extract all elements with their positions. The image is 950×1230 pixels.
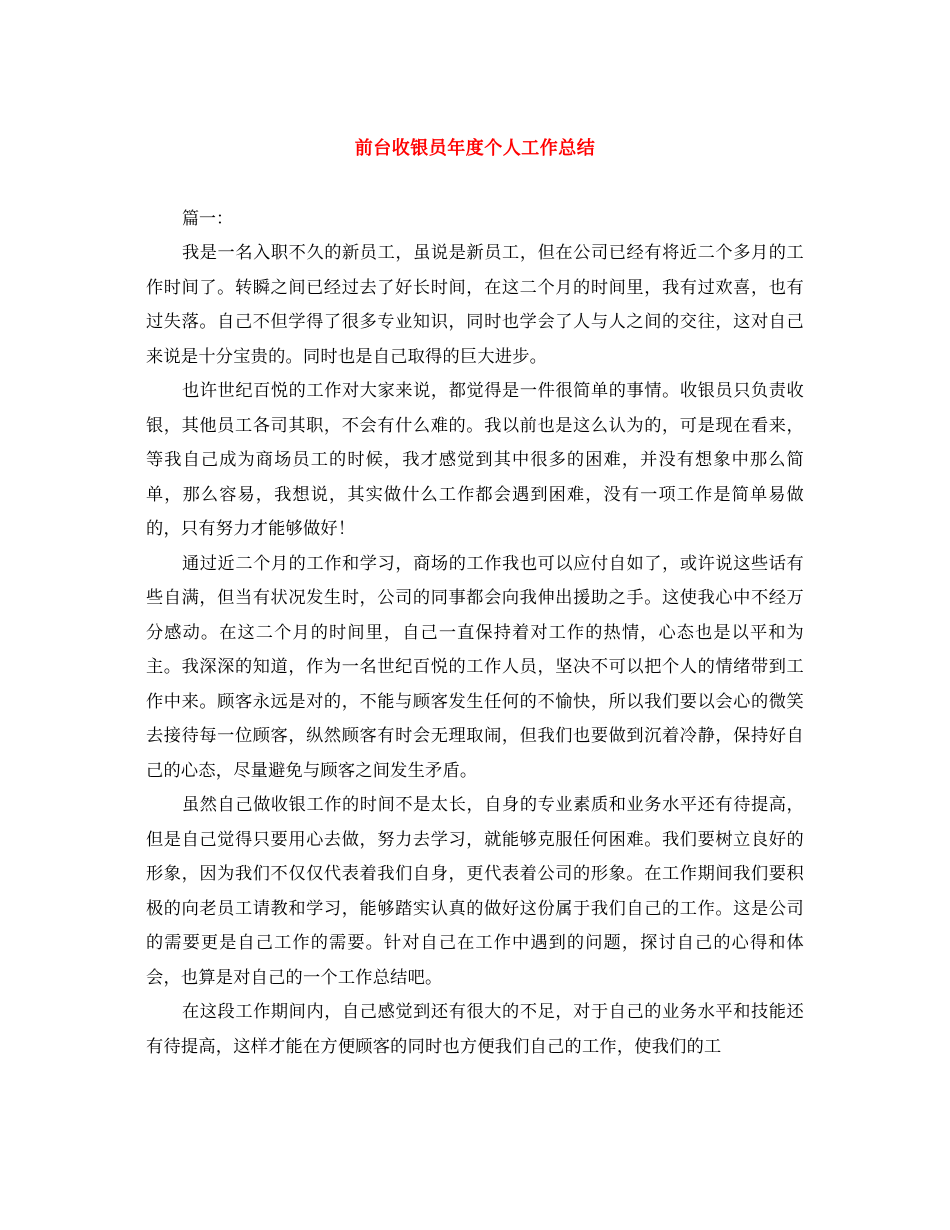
paragraph-1: 我是一名入职不久的新员工，虽说是新员工，但在公司已经有将近二个多月的工作时间了。转瞬之间已经过去了好长时间，在这二个月的时间里，我有过欢喜，也有过失落。自己不但学得了很多专业知识，同时也学会了人与人之间的交往，这对自己来说是十分宝贵的。同时也是自己取得的巨大进步。 bbox=[146, 243, 804, 367]
paragraph-4: 虽然自己做收银工作的时间不是太长，自身的专业素质和业务水平还有待提高，但是自己觉得只要用心去做，努力去学习，就能够克服任何困难。我们要树立良好的形象，因为我们不仅仅代表着我们自身，更代表着公司的形象。在工作期间我们要积极的向老员工请教和学习，能够踏实认真的做好这份属于我们自己的工作。这是公司的需要更是自己工作的需要。针对自己在工作中遇到的问题，探讨自己的心得和体会，也算是对自己的一个工作总结吧。 bbox=[146, 795, 804, 988]
paragraph-3: 通过近二个月的工作和学习，商场的工作我也可以应付自如了，或许说这些话有些自满，但当有状况发生时，公司的同事都会向我伸出援助之手。这使我心中不经万分感动。在这二个月的时间里，自己一直保持着对工作的热情，心态也是以平和为主。我深深的知道，作为一名世纪百悦的工作人员，坚决不可以把个人的情绪带到工作中来。顾客永远是对的，不能与顾客发生任何的不愉快，所以我们要以会心的微笑去接待每一位顾客，纵然顾客有时会无理取闹，但我们也要做到沉着冷静，保持好自己的心态，尽量避免与顾客之间发生矛盾。 bbox=[146, 553, 804, 781]
paragraph-2: 也许世纪百悦的工作对大家来说，都觉得是一件很简单的事情。收银员只负责收银，其他员工各司其职，不会有什么难的。我以前也是这么认为的，可是现在看来，等我自己成为商场员工的时候，我才感觉到其中很多的困难，并没有想象中那么简单，那么容易，我想说，其实做什么工作都会遇到困难，没有一项工作是简单易做的，只有努力才能够做好！ bbox=[146, 381, 804, 539]
document-title: 前台收银员年度个人工作总结 bbox=[354, 138, 596, 159]
paragraph-5: 在这段工作期间内，自己感觉到还有很大的不足，对于自己的业务水平和技能还有待提高，这样才能在方便顾客的同时也方便我们自己的工作，使我们的工 bbox=[146, 1002, 804, 1057]
section-label: 篇一： bbox=[182, 209, 233, 229]
